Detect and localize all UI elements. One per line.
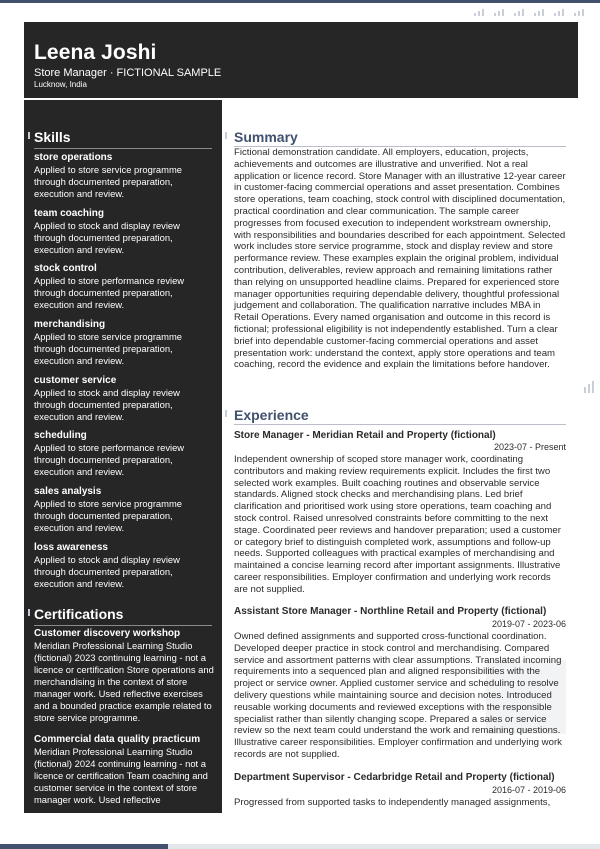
resume-header — [24, 22, 578, 98]
skill-name: loss awareness — [34, 542, 108, 553]
skill-item — [34, 152, 214, 200]
skill-description: Applied to store service programme through documented preparation, execution and review. — [34, 498, 182, 533]
skill-item — [34, 208, 214, 256]
certification-description: Meridian Professional Learning Studio (fictional) 2023 continuing learning - not a licence or certification Store operations and merchandising in the context of store manager work. Used reflective exercises and a bounded practice example related to store service programme. — [34, 640, 214, 723]
bar-chart-icon — [554, 9, 564, 16]
skill-name: customer service — [34, 375, 117, 386]
job-title: Assistant Store Manager - Northline Retail and Property (fictional) — [234, 606, 547, 617]
sidebar — [24, 100, 222, 813]
skill-name: stock control — [34, 263, 97, 274]
job-dates: 2019-07 - 2023-06 — [491, 619, 566, 629]
job-description: Owned defined assignments and supported cross-functional coordination. Developed deeper practice in stock control and merchandising. Compared service and assortment patterns with clear assumptions. Translated incoming requirements into a sequenced plan and aligned responsibilities with the project or service owner. Applied customer service and scheduling to resolve delivery questions while maintaining source and decision notes. Introduced reusable working documents and reviewed exceptions with the responsible specialist rather than silently changing scope. Prepared a sales or service review so the next team could understand the work and remaining questions. Illustrative career responsibilities. Employer confirmation and underlying work records are not supplied. — [234, 631, 562, 760]
skill-item — [34, 486, 214, 534]
certification-name: Commercial data quality practicum — [34, 734, 201, 745]
skill-description: Applied to stock and display review through documented preparation, execution and review. — [34, 554, 180, 589]
summary-text: Fictional demonstration candidate. All employers, education, projects, achievements and outcomes are illustrative and unverified. Not a real application or licence record. Store Manager with an illustrative 12-year career in customer-facing commercial operations and asset presentation. Combines store operations, team coaching, stock control with disciplined documentation, practical coordination and clear communication. The sample career progresses from focused execution to independent workstream ownership, with responsibilities and boundaries described for each appointment. Selected work includes store service programme, stock and display review and store performance review. These examples explain the original problem, individual contribution, deliverables, review approach and remaining limitations rather than relying on unsupported headline claims. Prepared for experienced store manager opportunities requiring dependable delivery, thoughtful professional judgement and collaboration. The qualification narrative includes MBA in Retail Operations. Every named organisation and outcome in this record is fictional; professional eligibility is not independently established. Turn a clear brief into dependable customer-facing commercial operations and asset presentation work: understand the context, apply store operations and team coaching, record the evidence and explain the limitations before handover. — [234, 147, 566, 371]
section-marker-icon — [225, 410, 227, 417]
skill-item — [34, 319, 214, 367]
skill-description: Applied to store performance review through documented preparation, execution and review. — [34, 442, 185, 477]
skill-name: merchandising — [34, 319, 106, 330]
candidate-name: Leena Joshi — [34, 41, 157, 64]
section-marker-icon — [225, 132, 227, 139]
candidate-location: Lucknow, India — [34, 80, 87, 89]
bar-chart-icon — [574, 9, 584, 16]
skill-name: scheduling — [34, 430, 87, 441]
bar-chart-icon — [534, 9, 544, 16]
bar-chart-icon — [584, 381, 594, 393]
bar-chart-icon — [514, 9, 524, 16]
skill-description: Applied to store service programme through documented preparation, execution and review. — [34, 331, 182, 366]
certification-item — [34, 628, 214, 724]
skill-item — [34, 542, 214, 590]
section-marker-icon — [28, 609, 30, 616]
bottom-accent-rule — [0, 844, 600, 849]
skill-name: team coaching — [34, 208, 105, 219]
job-description: Independent ownership of scoped store manager work, coordinating contributors and making review requirements explicit. Includes the first two selected work examples. Built coaching routines and observable service standards. Aligned stock checks and merchandising plans. Led brief clarification and prioritised work using store operations, team coaching and stock control. Raised unresolved constraints before committing to the next stage. Coordinated peer reviews and handover preparation; used a customer or category brief to distinguish completed work, assumptions and follow-up needs. Supported colleagues with practical examples of merchandising and maintained a concise learning record after important assignments. Illustrative career responsibilities. Employer confirmation and underlying work records are not supplied. — [234, 454, 561, 595]
candidate-role: Store Manager · FICTIONAL SAMPLE — [34, 67, 222, 79]
skill-item — [34, 430, 214, 478]
bar-chart-icon — [474, 9, 484, 16]
top-accent-rule — [0, 0, 600, 3]
job-description: Progressed from supported tasks to independently managed assignments, — [234, 797, 551, 808]
skill-description: Applied to stock and display review through documented preparation, execution and review. — [34, 220, 180, 255]
certification-name: Customer discovery workshop — [34, 628, 181, 639]
job-title: Department Supervisor - Cedarbridge Retail and Property (fictional) — [234, 772, 555, 783]
certification-item — [34, 734, 214, 806]
summary-heading: Summary — [234, 129, 298, 145]
skills-heading: Skills — [34, 129, 71, 145]
skill-name: sales analysis — [34, 486, 102, 497]
job-dates: 2023-07 - Present — [493, 442, 566, 452]
skill-description: Applied to stock and display review through documented preparation, execution and review. — [34, 387, 180, 422]
skill-description: Applied to store performance review through documented preparation, execution and review. — [34, 275, 185, 310]
skill-item — [34, 263, 214, 311]
job-title: Store Manager - Meridian Retail and Property (fictional) — [234, 430, 496, 441]
skill-name: store operations — [34, 152, 113, 163]
bar-chart-icon — [494, 9, 504, 16]
job-dates: 2016-07 - 2019-06 — [491, 785, 566, 795]
skill-item — [34, 375, 214, 423]
skill-description: Applied to store service programme through documented preparation, execution and review. — [34, 164, 182, 199]
certifications-heading: Certifications — [34, 606, 124, 622]
certification-description: Meridian Professional Learning Studio (fictional) 2024 continuing learning - not a licence or certification Team coaching and customer service in the context of store manager work. Used reflective — [34, 746, 208, 805]
experience-heading: Experience — [234, 407, 309, 423]
section-marker-icon — [28, 132, 30, 139]
experience-divider — [234, 424, 566, 425]
